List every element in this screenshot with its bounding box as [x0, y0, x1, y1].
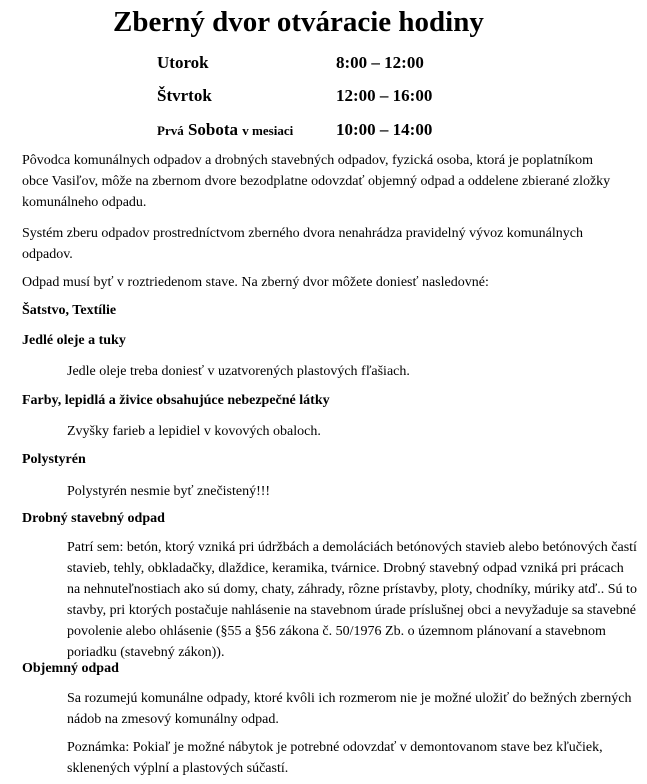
section-text: Jedle oleje treba doniesť v uzatvorených plastových fľašiach. [67, 364, 410, 379]
schedule-hours: 8:00 – 12:00 [336, 53, 424, 72]
schedule-row-stvrtok [157, 86, 432, 106]
section-heading: Farby, lepidlá a živice obsahujúce nebezpečné látky [22, 393, 330, 408]
schedule-hours: 12:00 – 16:00 [336, 86, 433, 105]
section-text: Polystyrén nesmie byť znečistený!!! [67, 484, 271, 499]
schedule-row-utorok [157, 53, 424, 73]
schedule-hours: 10:00 – 14:00 [336, 120, 433, 139]
intro-paragraph: Systém zberu odpadov prostredníctvom zberného dvora nenahrádza pravidelný vývoz komunálnych odpadov. [22, 226, 583, 262]
schedule-day-suffix: v mesiaci [242, 123, 294, 138]
intro-paragraph: Pôvodca komunálnych odpadov a drobných stavebných odpadov, fyzická osoba, ktorá je poplatníkom obce Vasiľov, môže na zbernom dvore bezodplatne odovzdať objemný odpad a oddelene zbierané zložky komunálneho odpadu. [22, 153, 611, 210]
page-title: Zberný dvor otváracie hodiny [113, 6, 484, 38]
schedule-day: Sobota [187, 120, 239, 139]
schedule-day: Utorok [157, 53, 209, 72]
section-heading: Jedlé oleje a tuky [22, 333, 126, 348]
section-text: Patrí sem: betón, ktorý vzniká pri údržbách a demoláciách betónových stavieb alebo betónových častí stavieb, tehly, obkladačky, dlaždice, keramika, tvárnice. Drobný stavebný odpad vzniká pri prácach na nehnuteľnostiach ako sú domy, chaty, záhrady, rôzne prístavby, ploty, chodníky, múriky atď.. Sú to stavby, pri ktorých postačuje nahlásenie na stavebnom úrade príslušnej obci a nevyžaduje sa stavebné povolenie alebo ohlásenie (§55 a §56 zákona č. 50/1976 Zb. o územnom plánovaní a stavebnom poriadku (stavebný zákon)). [67, 540, 637, 660]
intro-paragraph: Odpad musí byť v roztriedenom stave. Na zberný dvor môžete doniesť nasledovné: [22, 275, 489, 290]
section-heading: Polystyrén [22, 452, 86, 467]
schedule-row-sobota [157, 120, 432, 140]
section-heading: Drobný stavebný odpad [22, 511, 165, 526]
schedule-day: Štvrtok [157, 86, 212, 105]
section-heading: Objemný odpad [22, 661, 119, 676]
section-text: Sa rozumejú komunálne odpady, ktoré kvôli ich rozmerom nie je možné uložiť do bežných zberných nádob na zmesový komunálny odpad. [67, 691, 632, 727]
section-text: Zvyšky farieb a lepidiel v kovových obaloch. [67, 424, 321, 439]
schedule-day-prefix: Prvá [157, 123, 184, 138]
section-note: Poznámka: Pokiaľ je možné nábytok je potrebné odovzdať v demontovanom stave bez kľučiek, sklenených výplní a plastových súčastí. [67, 740, 603, 776]
section-heading: Šatstvo, Textílie [22, 303, 117, 318]
